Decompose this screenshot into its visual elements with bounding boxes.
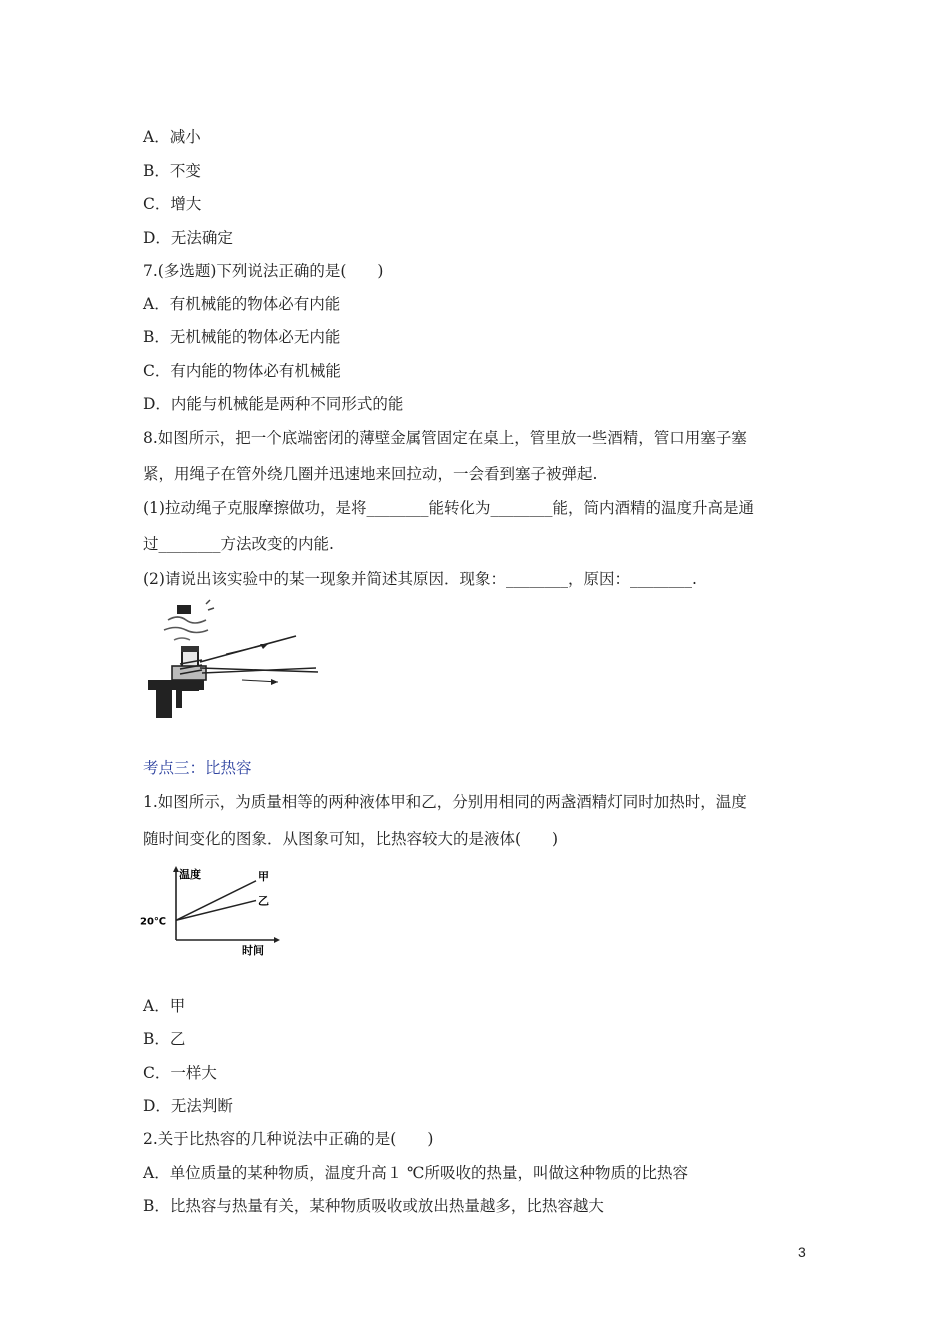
s3-q1-option-d: D．无法判断 bbox=[143, 1097, 233, 1115]
s3-q1-option-a: A．甲 bbox=[143, 997, 186, 1015]
q7-option-a: A．有机械能的物体必有内能 bbox=[143, 295, 341, 313]
x-axis-arrow bbox=[274, 937, 280, 943]
q6-option-c: C．增大 bbox=[143, 195, 202, 213]
temperature-time-chart bbox=[140, 860, 290, 960]
q7-option-b: B．无机械能的物体必无内能 bbox=[143, 328, 341, 346]
section-3-title: 考点三：比热容 bbox=[143, 759, 252, 777]
s3-q2-option-b: B．比热容与热量有关，某种物质吸收或放出热量越多，比热容越大 bbox=[143, 1197, 604, 1215]
s3-q1-option-c: C．一样大 bbox=[143, 1064, 217, 1082]
y-start-label: 20℃ bbox=[140, 916, 167, 928]
series-jia-line bbox=[176, 881, 256, 920]
s3-q2-option-a: A．单位质量的某种物质，温度升高１ ℃所吸收的热量，叫做这种物质的比热容 bbox=[143, 1164, 688, 1182]
q6-option-b: B．不变 bbox=[143, 162, 201, 180]
q8-stem-line2: 紧，用绳子在管外绕几圈并迅速地来回拉动，一会看到塞子被弹起. bbox=[143, 465, 598, 483]
s3-q2-stem: 2.关于比热容的几种说法中正确的是( ) bbox=[143, 1130, 434, 1148]
q6-option-d: D．无法确定 bbox=[143, 229, 233, 247]
page-number: 3 bbox=[798, 1244, 806, 1260]
q7-stem: 7.(多选题)下列说法正确的是( ) bbox=[143, 262, 384, 280]
series-yi-line bbox=[176, 901, 256, 921]
q8-sub1-line2: 过________方法改变的内能. bbox=[143, 535, 334, 553]
q7-option-d: D．内能与机械能是两种不同形式的能 bbox=[143, 395, 404, 413]
s3-q1-stem-line1: 1.如图所示，为质量相等的两种液体甲和乙，分别用相同的两盏酒精灯同时加热时，温度 bbox=[143, 793, 747, 811]
q7-option-c: C．有内能的物体必有机械能 bbox=[143, 362, 341, 380]
metal-tube-apparatus-figure bbox=[146, 598, 324, 720]
series-yi-label: 乙 bbox=[258, 894, 269, 908]
q8-stem-line1: 8.如图所示，把一个底端密闭的薄壁金属管固定在桌上，管里放一些酒精，管口用塞子塞 bbox=[143, 429, 747, 447]
series-jia-label: 甲 bbox=[258, 869, 269, 883]
s3-q1-option-b: B．乙 bbox=[143, 1030, 186, 1048]
s3-q1-stem-line2: 随时间变化的图象．从图象可知，比热容较大的是液体( ) bbox=[143, 830, 559, 848]
y-axis-label: 温度 bbox=[179, 868, 201, 881]
q8-sub1-line1: (1)拉动绳子克服摩擦做功，是将________能转化为________能，筒内酒精的温度升高是通 bbox=[143, 499, 754, 517]
q6-option-a: A．减小 bbox=[143, 128, 201, 146]
x-axis-label: 时间 bbox=[242, 944, 264, 957]
q8-sub2: (2)请说出该实验中的某一现象并简述其原因．现象：________，原因：________. bbox=[143, 570, 697, 588]
